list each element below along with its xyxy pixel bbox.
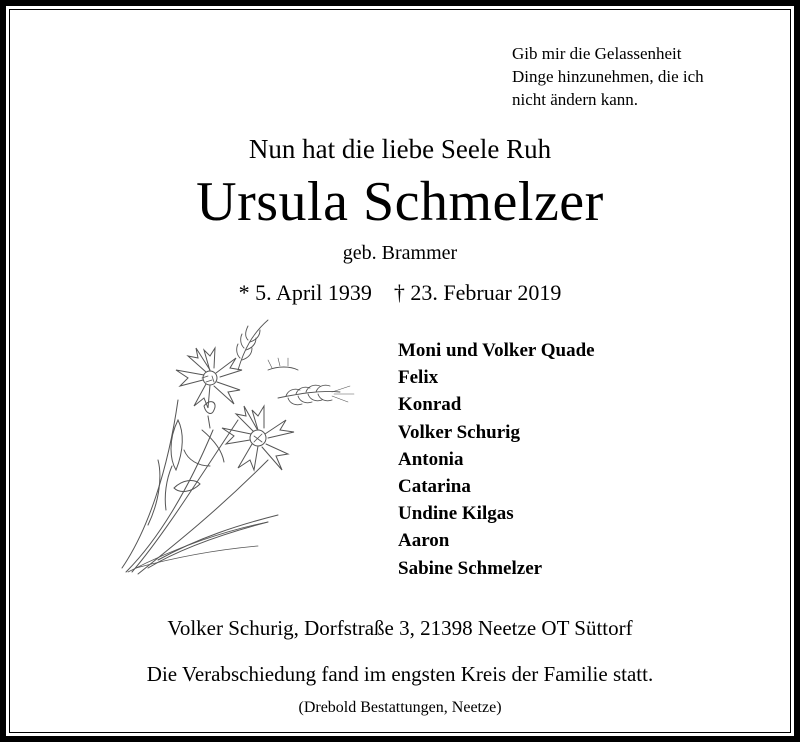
cornflower-bouquet-illustration	[118, 310, 364, 580]
mourner-name: Volker Schurig	[398, 421, 520, 443]
intro-line: Nun hat die liebe Seele Ruh	[248, 134, 552, 164]
mourner-name: Moni und Volker Quade	[398, 340, 595, 361]
motto-line: Dinge hinzunehmen, die ich	[512, 67, 704, 86]
deceased-name: Ursula Schmelzer	[196, 171, 604, 233]
mourner-name: Felix	[398, 367, 439, 389]
motto-line: Gib mir die Gelassenheit	[512, 44, 682, 63]
undertaker-credit: (Drebold Bestattungen, Neetze)	[298, 699, 502, 716]
farewell-notice: Die Verabschiedung fand im engsten Kreis der Familie statt.	[146, 662, 654, 686]
motto-quote	[512, 42, 704, 111]
mourner-name: Antonia	[398, 448, 464, 470]
mourners-list	[398, 337, 595, 582]
cornflower-upper-icon	[176, 348, 242, 428]
wheat-ear-icon	[237, 320, 354, 405]
maiden-name: geb. Brammer	[342, 242, 458, 264]
life-dates: * 5. April 1939 † 23. Februar 2019	[238, 280, 562, 305]
mourner-name: Undine Kilgas	[398, 503, 514, 525]
motto-line: nicht ändern kann.	[512, 90, 639, 109]
contact-address: Volker Schurig, Dorfstraße 3, 21398 Neetze OT Süttorf	[167, 616, 633, 640]
mourner-name: Konrad	[398, 394, 462, 416]
mourner-name: Aaron	[398, 530, 450, 552]
mourner-name: Sabine Schmelzer	[398, 557, 543, 579]
cornflower-lower-icon	[222, 406, 294, 470]
mourner-name: Catarina	[398, 476, 471, 498]
